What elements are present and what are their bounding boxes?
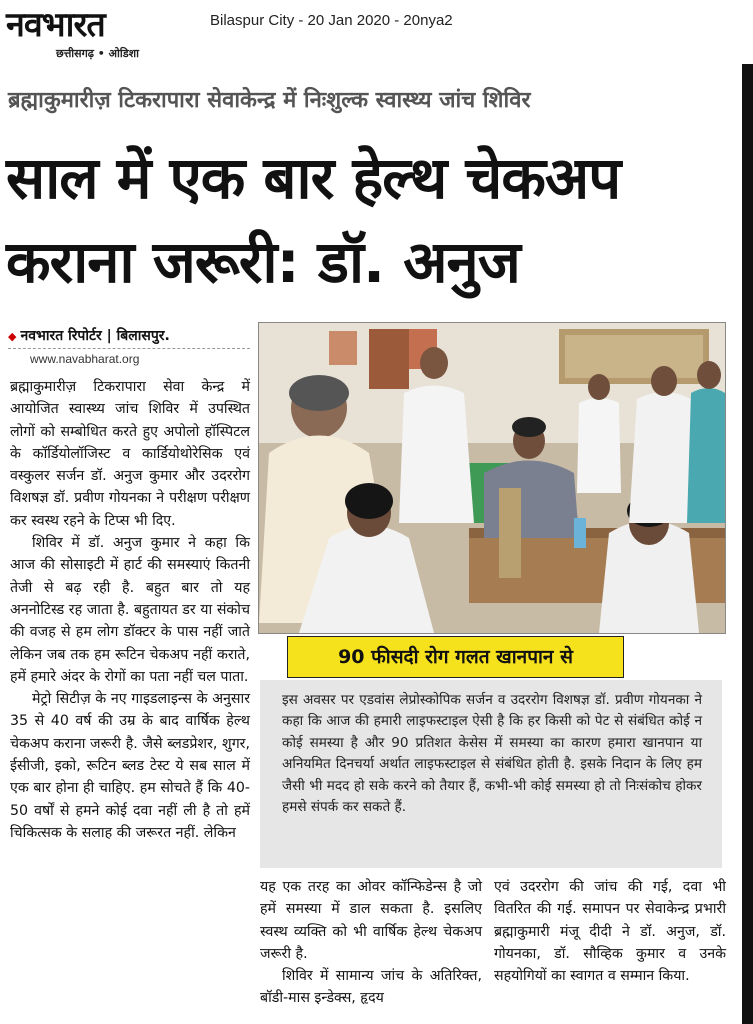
paragraph: ब्रह्माकुमारीज़ टिकरापारा सेवा केन्द्र में आयोजित स्वास्थ्य जांच शिविर में उपस्थित लोगों को सम्बोधित करते हुए अपोलो हॉस्पिटल के कॉर्डियोलॉजिस्ट व कार्डियोथोरेसिक एवं वस्कुलर सर्जन डॉ. अनुज कुमार और उदररोग विशषज्ञ डॉ. प्रवीण गोयनका ने परीक्षण परीक्षण कर स्वस्थ रहने के टिप्स भी दिए.	[10, 379, 250, 529]
byline-text: नवभारत रिपोर्टर | बिलासपुर.	[20, 328, 170, 344]
article-column-2	[260, 876, 482, 1010]
page-edge-bar	[742, 64, 753, 1024]
kicker-headline: ब्रह्माकुमारीज़ टिकरापारा सेवाकेन्द्र में निःशुल्क स्वास्थ्य जांच शिविर	[8, 88, 531, 113]
newspaper-logo: नवभारत	[6, 5, 105, 45]
website-link[interactable]: www.navabharat.org	[30, 352, 140, 366]
article-column-1	[10, 376, 250, 844]
main-headline-line1: साल में एक बार हेल्थ चेकअप	[6, 144, 621, 212]
paragraph: मेट्रो सिटीज़ के नए गाइडलाइन्स के अनुसार 35 से 40 वर्ष की उम्र के बाद वार्षिक हेल्थ चेकअप कराना जरूरी है. जैसे ब्लडप्रेशर, शुगर, ईसीजी, इको, रूटिन ब्लड टेस्ट ये सब साल में एक बार होना ही चाहिए. हम सोचते हैं कि 40-50 वर्षों से हमने कोई दवा नहीं ली है तो हमें चिकित्सक के सलाह की जरूरत नहीं. लेकिन	[10, 691, 250, 841]
health-camp-photo	[258, 322, 726, 634]
highlight-box-text: इस अवसर पर एडवांस लेप्रोस्कोपिक सर्जन व उदररोग विशषज्ञ डॉ. प्रवीण गोयनका ने कहा कि आज की हमारी लाइफस्टाइल ऐसी है कि हर किसी को पेट से संबंधित कोई न कोई समस्या है और 90 प्रतिशत केसेस में समस्या का कारण हमारा खानपान या अनियमित दिनचर्या अर्थात लाइफस्टाइल से संबंधित होती है. इसके निदान के लिए हम जैसी भी मदद हो सके करने को तैयार हैं, कभी-भी कोई समस्या हो तो निःसंकोच होकर हमसे संपर्क कर सकते हैं.	[282, 692, 702, 816]
article-column-3	[494, 876, 726, 987]
bullet-icon: ◆	[8, 330, 17, 343]
subheading: 90 फीसदी रोग गलत खानपान से	[287, 636, 624, 678]
paragraph: यह एक तरह का ओवर कॉन्फिडेन्स है जो हमें समस्या में डाल सकता है. इसलिए स्वस्थ व्यक्ति को भी वार्षिक हेल्थ चेकअप जरूरी है.	[260, 879, 482, 962]
byline	[8, 326, 170, 345]
paragraph: एवं उदररोग की जांच की गई, दवा भी वितरित की गई. समापन पर सेवाकेन्द्र प्रभारी ब्रह्माकुमारी मंजू दीदी ने डॉ. अनुज, डॉ. गोयनका, डॉ. सौव्हिक कुमार व उनके सहयोगियों का स्वागत व सम्मान किया.	[494, 879, 726, 985]
edition-info: Bilaspur City - 20 Jan 2020 - 20nya2	[210, 12, 453, 29]
paragraph: शिविर में सामान्य जांच के अतिरिक्त, बॉडी-मास इन्डेक्स, हृदय	[260, 968, 482, 1007]
main-headline-line2: कराना जरूरी: डॉ. अनुज	[6, 228, 520, 296]
byline-divider	[8, 348, 250, 350]
paragraph: शिविर में डॉ. अनुज कुमार ने कहा कि आज की सोसाइटी में हार्ट की समस्याएं कितनी तेजी से बढ़ रही है. बहुत बार तो यह अननोटिस्ड रह जाता है. बहुतायत डर या संकोच की वजह से हम लोग डॉक्टर के पास नहीं जाते लेकिन जब तक हम रूटिन चेकअप नहीं कराते, हमें हमारे अंदर के रोगों का पता नहीं चल पाता.	[10, 535, 250, 685]
logo-subtitle: छत्तीसगढ़ • ओडिशा	[56, 47, 139, 60]
